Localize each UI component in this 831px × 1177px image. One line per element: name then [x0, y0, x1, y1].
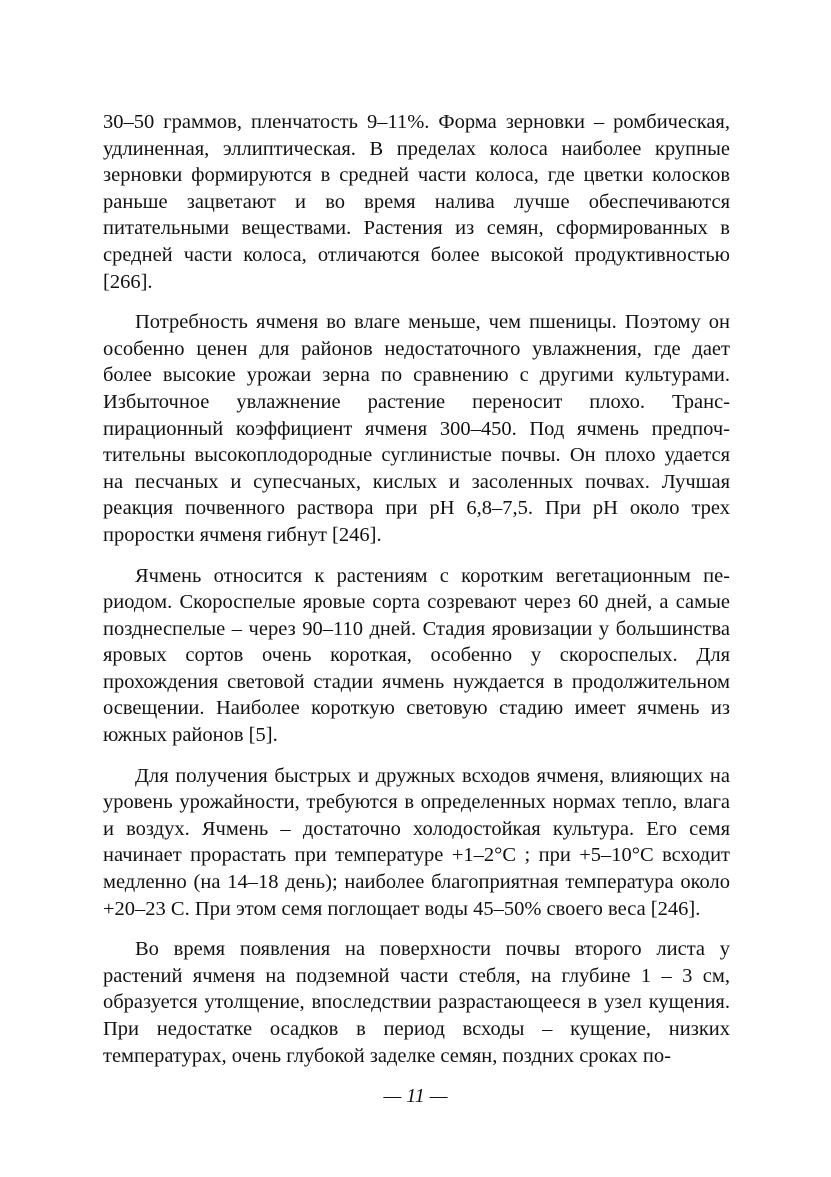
document-page — [103, 109, 730, 1109]
paragraph-1: 30–50 граммов, пленчатость 9–11%. Форма зерновки – ромбическая, удлиненная, эллиптическая. В пределах колоса наиболее крупные зерновки формируются в средней части колоса, где цветки колосков раньше зацветают и во время налива лучше обеспечиваются питательными веществами. Растения из семян, сформированных в средней части колоса, отличаются более высокой продуктивностью [266]. — [103, 111, 730, 293]
paragraph-4: Для получения быстрых и дружных всходов ячменя, влияющих на уровень урожайности, требуются в определенных нормах тепло, влага и воздух. Ячмень – достаточно холодостойкая культура. Его семя начинает прорастать при температуре +1–2°C ; при +5–10°C всходит медленно (на 14–18 день); наиболее благоприятная температура около +20–23 С. При этом семя поглощает воды 45–50% своего веса [246]. — [103, 764, 730, 920]
paragraph-2: Потребность ячменя во влаге меньше, чем пшеницы. Поэтому он особенно ценен для районов недостаточного увлажнения, где дает более высокие урожаи зерна по сравнению с другими культурами. Избыточное увлажнение растение переносит плохо. Транспирационный коэффициент ячменя 300–450. Под ячмень предпочтительны высокоплодородные суглинистые почвы. Он плохо удается на песчаных и супесчаных, кислых и засоленных почвах. Лучшая реакция почвенного раствора при pH 6,8–7,5. При pH около трех проростки ячменя гибнут [246]. — [103, 311, 730, 546]
paragraph-3: Ячмень относится к растениям с коротким вегетационным периодом. Скороспелые яровые сорта созревают через 60 дней, а самые позднеспелые – через 90–110 дней. Стадия яровизации у большинства яровых сортов очень короткая, особенно у скороспелых. Для прохождения световой стадии ячмень нуждается в продолжительном освещении. Наиболее короткую световую стадию имеет ячмень из южных районов [5]. — [103, 564, 730, 747]
paragraph-5: Во время появления на поверхности почвы второго листа у растений ячменя на подземной части стебля, на глубине 1 – 3 см, образуется утолщение, впоследствии разрастающееся в узел кущения. При недостатке осадков в период всходы – кущение, низких температурах, очень глубокой заделке семян, поздних сроках по- — [103, 938, 730, 1067]
page-number: — 11 — — [383, 1085, 448, 1107]
